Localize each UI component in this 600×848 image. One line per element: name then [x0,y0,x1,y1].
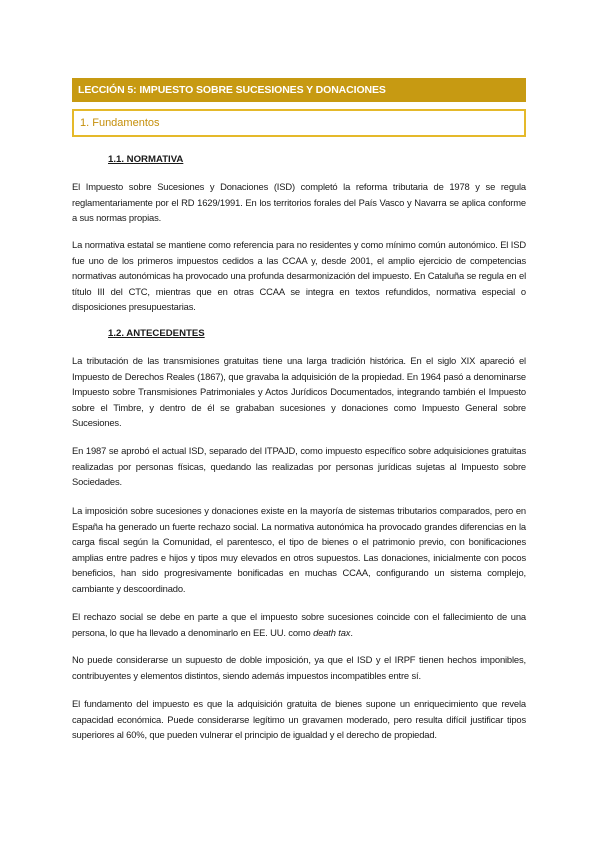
paragraph-1: El Impuesto sobre Sucesiones y Donaciones (ISD) completó la reforma tributaria de 1978 y se regula reglamentariamente por el RD 1629/1991. En los territorios forales del País Vasco y Navarra se aplica conforme a sus normas propias. [72,181,526,224]
paragraph-7: No puede considerarse un supuesto de doble imposición, ya que el ISD y el IRPF tienen hechos imponibles, contribuyentes y elementos distintos, siendo además impuestos incompatibles entre sí. [72,654,526,681]
paragraph-2: La normativa estatal se mantiene como referencia para no residentes y como mínimo común autonómico. El ISD fue uno de los primeros impuestos cedidos a las CCAA y, desde 2001, el amplio ejercicio de competencias normativas autonómicas ha provocado una profunda desarmonización del impuesto. En Cataluña se regula en el título III del CTC, mientras que en otras CCAA se integra en textos refundidos, normativa especial o disposiciones presupuestarias. [72,239,526,313]
section-title: 1. Fundamentos [72,109,526,137]
paragraph-6-text: El rechazo social se debe en parte a que el impuesto sobre sucesiones coincide con el fallecimiento de una persona, lo que ha llevado a denominarlo en EE. UU. como [72,611,526,638]
subheading-antecedentes: 1.2. ANTECEDENTES [108,328,205,339]
paragraph-8: El fundamento del impuesto es que la adquisición gratuita de bienes supone un enriquecimiento que revela capacidad económica. Puede considerarse legítimo un gravamen moderado, pero resulta difícil justificar tipos superiores al 60%, que pueden vulnerar el principio de igualdad y el derecho de propiedad. [72,698,526,741]
subheading-normativa: 1.1. NORMATIVA [108,154,184,165]
death-tax-term: death tax [313,626,351,638]
paragraph-5: La imposición sobre sucesiones y donaciones existe en la mayoría de sistemas tributarios comparados, pero en España ha generado un fuerte rechazo social. La normativa autonómica ha provocado grandes diferencias en la carga fiscal según la Comunidad, el parentesco, el tipo de bienes o el patrimonio previo, con bonificaciones amplias entre padres e hijos y tipos muy elevados en otros supuestos. Las donaciones, inicialmente con pocos beneficios, han sido progresivamente bonificadas en muchas CCAA, configurando un sistema complejo, cambiante y descoordinado. [72,505,526,594]
lesson-title-bar: LECCIÓN 5: IMPUESTO SOBRE SUCESIONES Y DONACIONES [72,78,526,102]
paragraph-3: La tributación de las transmisiones gratuitas tiene una larga tradición histórica. En el siglo XIX apareció el Impuesto de Derechos Reales (1867), que gravaba la adquisición de la propiedad. En 1964 pasó a denominarse Impuesto sobre Transmisiones Patrimoniales y Actos Jurídicos Documentados, integrando también el Impuesto sobre el Timbre, y dentro de él se grababan sucesiones y donaciones como Impuesto General sobre Sucesiones. [72,355,526,429]
paragraph-6 [72,609,526,640]
paragraph-6-end: . [350,626,353,638]
paragraph-4: En 1987 se aprobó el actual ISD, separado del ITPAJD, como impuesto específico sobre adquisiciones gratuitas realizadas por personas físicas, quedando las realizadas por personas jurídicas sujetas al Impuesto sobre Sociedades. [72,445,526,488]
